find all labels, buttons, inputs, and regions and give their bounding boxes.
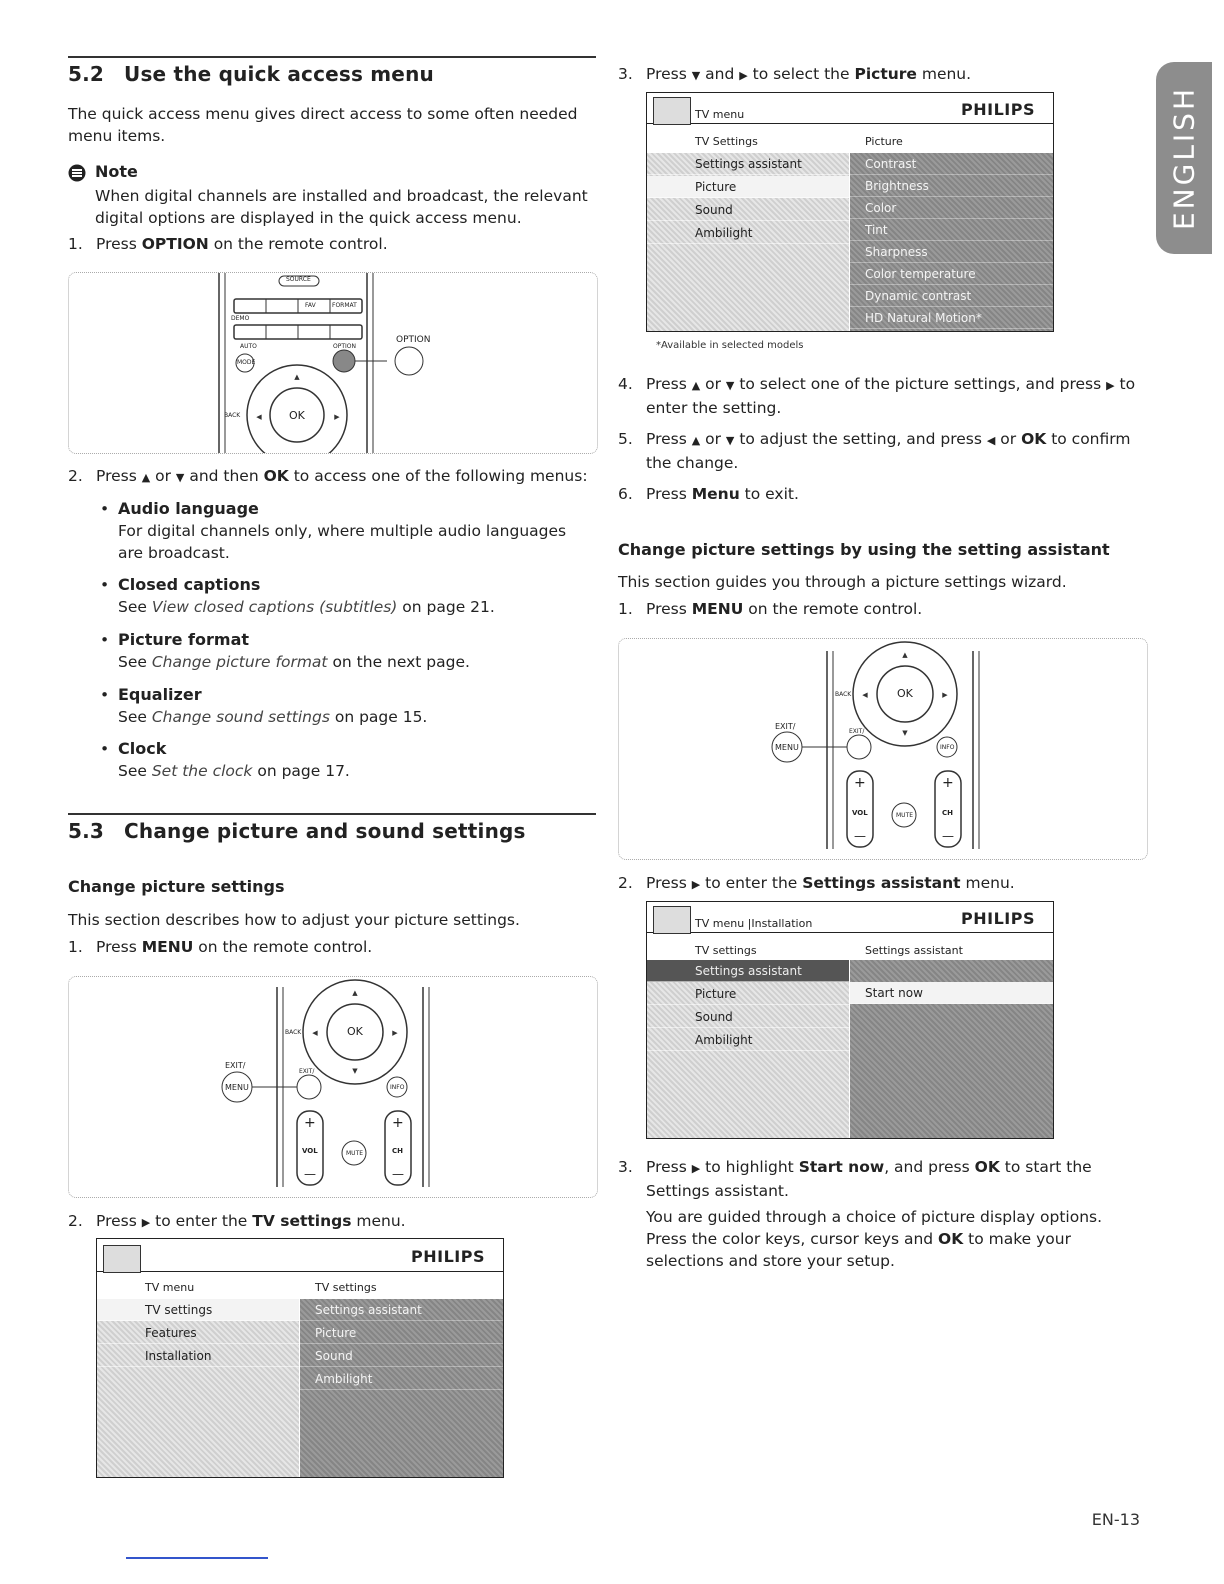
section-5-3-heading: 5.3 Change picture and sound settings xyxy=(68,819,526,843)
assistant-step-3: 3. Press ▶ to highlight Start now, and press OK to start the Settings assistant. xyxy=(618,1158,1092,1200)
page-reference-link: View closed captions (subtitles) xyxy=(151,598,398,616)
ok-button-label: OK xyxy=(289,409,305,422)
tv-icon xyxy=(653,97,691,125)
menu-right-panel xyxy=(850,960,1053,1138)
step-6: 6. Press Menu to exit. xyxy=(618,485,799,503)
menu-item[interactable]: HD Natural Motion* xyxy=(850,307,1053,329)
menu-item[interactable]: Ambilight xyxy=(300,1368,503,1390)
menu-header xyxy=(647,93,1053,124)
option-button-label: OPTION xyxy=(333,343,356,350)
info-button-label: INFO xyxy=(940,744,955,751)
menu-item[interactable]: Installation xyxy=(97,1345,299,1367)
page-reference-link: Set the clock xyxy=(151,762,253,780)
step-4: 4. Press ▲ or ▼ to select one of the picture settings, and press ▶ to enter the setting. xyxy=(618,375,1136,417)
philips-logo: PHILIPS xyxy=(961,100,1035,119)
mute-button-label: MUTE xyxy=(896,812,914,819)
menu-item[interactable]: Features xyxy=(97,1322,299,1344)
menu-button-label: MENU xyxy=(775,743,799,752)
assistant-step-2: 2. Press ▶ to enter the Settings assistant menu. xyxy=(618,874,1015,892)
svg-text:▲: ▲ xyxy=(294,373,300,381)
menu-item[interactable]: Color xyxy=(850,197,1053,219)
step-2: 2. Press ▲ or ▼ and then OK to access one of the following menus: xyxy=(68,467,588,485)
menu-item[interactable]: Picture xyxy=(647,176,849,198)
assistant-guide-text: You are guided through a choice of picture display options. Press the color keys, cursor keys and OK to make your selections and store your setup. xyxy=(646,1208,1103,1270)
footer-rule xyxy=(126,1557,268,1559)
change-picture-desc: This section describes how to adjust your picture settings. xyxy=(68,911,520,929)
vol-minus-label: — xyxy=(854,829,866,843)
exit-callout-label: EXIT/ xyxy=(225,1061,246,1070)
ch-minus-label: — xyxy=(392,1167,404,1181)
menu-col-title: TV settings xyxy=(315,1281,377,1294)
svg-text:▼: ▼ xyxy=(352,1067,358,1075)
note-text: When digital channels are installed and broadcast, the relevant digital options are displayed in the quick access menu. xyxy=(95,187,588,227)
svg-text:▶: ▶ xyxy=(942,691,948,699)
menu-left-panel xyxy=(647,153,849,331)
menu-item[interactable]: Picture xyxy=(647,983,849,1005)
menu-left-panel xyxy=(647,960,849,1138)
step-2-tv-settings: 2. Press ▶ to enter the TV settings menu. xyxy=(68,1212,406,1230)
svg-text:▶: ▶ xyxy=(334,413,340,421)
back-button-label: BACK xyxy=(835,691,852,698)
menu-item[interactable]: Dynamic contrast xyxy=(850,285,1053,307)
tv-icon xyxy=(653,906,691,934)
source-button-label: SOURCE xyxy=(286,276,311,283)
subheading-change-picture-settings: Change picture settings xyxy=(68,877,285,896)
menu-col-title: TV menu xyxy=(145,1281,195,1294)
svg-text:◀: ◀ xyxy=(312,1029,318,1037)
remote-option-illustration xyxy=(68,272,598,454)
menu-item[interactable]: Color temperature xyxy=(850,263,1053,285)
menu-item[interactable]: Settings assistant xyxy=(647,153,849,175)
menu-item[interactable]: Sound xyxy=(647,199,849,221)
svg-text:▲: ▲ xyxy=(902,651,908,659)
section-rule xyxy=(68,56,596,58)
section-number: 5.2 xyxy=(68,62,105,86)
ch-plus-label: + xyxy=(392,1115,404,1131)
menu-item[interactable]: Contrast xyxy=(850,153,1053,175)
menu-item[interactable]: Ambilight xyxy=(647,1029,849,1051)
svg-text:▲: ▲ xyxy=(352,989,358,997)
menu-item[interactable]: Settings assistant xyxy=(647,960,849,982)
ok-button-label: OK xyxy=(897,687,913,700)
menu-item[interactable]: Sharpness xyxy=(850,241,1053,263)
svg-text:◀: ◀ xyxy=(862,691,868,699)
page-reference-link: Change picture format xyxy=(151,653,328,671)
menu-button-label: MENU xyxy=(225,1083,249,1092)
intro-text: The quick access menu gives direct access to some often needed menu items. xyxy=(68,105,578,145)
menu-item[interactable]: Sound xyxy=(300,1345,503,1367)
picture-menu-screenshot xyxy=(646,92,1054,332)
menu-header xyxy=(97,1239,503,1272)
vol-label: VOL xyxy=(852,809,868,817)
svg-text:◀: ◀ xyxy=(256,413,262,421)
page-number: EN-13 xyxy=(1091,1510,1140,1529)
language-tab xyxy=(1156,62,1212,254)
menu-item[interactable]: Sound xyxy=(647,1006,849,1028)
demo-button-label: DEMO xyxy=(231,315,250,322)
settings-assistant-menu-screenshot xyxy=(646,901,1054,1139)
setting-assistant-desc: This section guides you through a picture settings wizard. xyxy=(618,573,1067,591)
page-reference-link: Change sound settings xyxy=(151,708,330,726)
svg-text:▶: ▶ xyxy=(392,1029,398,1037)
mode-button-label: MODE xyxy=(237,359,256,366)
format-button-label: FORMAT xyxy=(332,302,357,309)
back-button-label: BACK xyxy=(285,1029,302,1036)
menu-col-title: TV Settings xyxy=(695,135,758,148)
bullet-audio-language: • Audio language For digital channels only, where multiple audio languages are broadcast. xyxy=(100,499,567,562)
menu-breadcrumb: TV menu xyxy=(695,108,745,121)
step-number: 1. xyxy=(68,235,83,253)
back-button-label: BACK xyxy=(224,412,241,419)
ch-label: CH xyxy=(942,809,953,817)
section-rule xyxy=(68,813,596,815)
vol-plus-label: + xyxy=(854,775,866,791)
exit-callout-label: EXIT/ xyxy=(775,722,796,731)
auto-button-label: AUTO xyxy=(240,343,257,350)
remote-menu-illustration-2 xyxy=(618,638,1148,860)
menu-item[interactable]: Ambilight xyxy=(647,222,849,244)
menu-item[interactable]: Picture xyxy=(300,1322,503,1344)
ch-label: CH xyxy=(392,1147,403,1155)
remote-menu-illustration xyxy=(68,976,598,1198)
exit-button-label: EXIT/ xyxy=(299,1068,315,1075)
ch-plus-label: + xyxy=(942,775,954,791)
menu-left-panel xyxy=(97,1299,299,1477)
note-icon xyxy=(68,164,88,184)
language-tab-label: ENGLISH xyxy=(1167,85,1201,231)
bullet-clock: • Clock See Set the clock on page 17. xyxy=(100,739,350,780)
bullet-picture-format: • Picture format See Change picture format on the next page. xyxy=(100,630,470,671)
menu-item[interactable]: TV settings xyxy=(97,1299,299,1321)
menu-item[interactable]: Tint xyxy=(850,219,1053,241)
vol-minus-label: — xyxy=(304,1167,316,1181)
svg-text:▼: ▼ xyxy=(902,729,908,737)
fav-button-label: FAV xyxy=(305,302,316,309)
tv-menu-screenshot xyxy=(96,1238,504,1478)
ch-minus-label: — xyxy=(942,829,954,843)
step-1: 1. Press OPTION on the remote control. xyxy=(68,235,388,253)
bullet-closed-captions: • Closed captions See View closed captions (subtitles) on page 21. xyxy=(100,575,495,616)
note-title: Note xyxy=(95,162,138,181)
section-5-2-heading xyxy=(68,62,434,86)
assistant-step-1: 1. Press MENU on the remote control. xyxy=(618,600,923,618)
subheading-setting-assistant: Change picture settings by using the setting assistant xyxy=(618,540,1110,559)
menu-col-title: Picture xyxy=(865,135,903,148)
info-button-label: INFO xyxy=(390,1084,405,1091)
vol-plus-label: + xyxy=(304,1115,316,1131)
bullet-equalizer: • Equalizer See Change sound settings on page 15. xyxy=(100,685,428,726)
footnote: *Available in selected models xyxy=(656,340,804,351)
menu-header xyxy=(647,902,1053,933)
ok-button-label: OK xyxy=(347,1025,363,1038)
menu-breadcrumb: TV menu |Installation xyxy=(695,917,813,930)
menu-col-title: TV settings xyxy=(695,944,757,957)
section-title: Use the quick access menu xyxy=(124,62,434,86)
vol-label: VOL xyxy=(302,1147,318,1155)
philips-logo: PHILIPS xyxy=(411,1247,485,1266)
menu-col-title: Settings assistant xyxy=(865,944,963,957)
option-callout-label: OPTION xyxy=(396,335,431,345)
step-3-picture-menu: 3. Press ▼ and ▶ to select the Picture menu. xyxy=(618,65,972,83)
menu-right-panel xyxy=(850,153,1053,331)
mute-button-label: MUTE xyxy=(346,1150,364,1157)
step-5: 5. Press ▲ or ▼ to adjust the setting, and press ◀ or OK to confirm the change. xyxy=(618,430,1131,472)
menu-right-panel xyxy=(300,1299,503,1477)
exit-button-label: EXIT/ xyxy=(849,728,865,735)
tv-icon xyxy=(103,1245,141,1273)
start-now-item[interactable]: Start now xyxy=(850,982,1053,1004)
menu-item[interactable]: Brightness xyxy=(850,175,1053,197)
menu-item[interactable]: Settings assistant xyxy=(300,1299,503,1321)
step-1-menu: 1. Press MENU on the remote control. xyxy=(68,938,373,956)
philips-logo: PHILIPS xyxy=(961,909,1035,928)
